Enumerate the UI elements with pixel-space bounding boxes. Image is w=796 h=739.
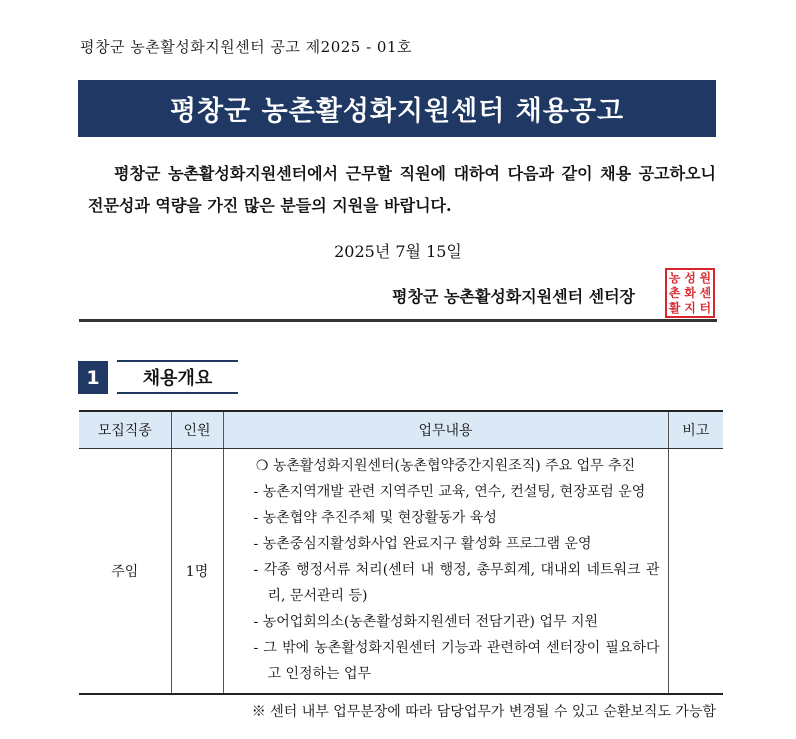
cell-note <box>668 449 723 695</box>
seal-char: 터 <box>699 301 712 316</box>
seal-char: 성 <box>684 270 696 285</box>
divider <box>79 319 717 322</box>
header-job: 모집직종 <box>79 411 171 449</box>
section-title: 채용개요 <box>117 360 238 394</box>
cell-job: 주임 <box>79 449 171 695</box>
sub-duty: - 농촌협약 추진주체 및 현장활동가 육성 <box>253 510 497 526</box>
page-title: 평창군 농촌활성화지원센터 채용공고 <box>78 80 716 137</box>
section-number: 1 <box>78 361 108 394</box>
seal-char: 센 <box>699 285 712 300</box>
signer-name: 평창군 농촌활성화지원센터 센터장 <box>392 287 635 306</box>
seal-char: 원 <box>699 270 712 285</box>
seal-char: 농 <box>668 270 681 285</box>
sub-duty: - 각종 행정서류 처리(센터 내 행정, 총무회계, 대내외 네트워크 관리, 문서관리 등) <box>253 562 660 604</box>
cell-count: 1명 <box>171 449 223 695</box>
official-seal <box>665 268 715 318</box>
recruitment-table <box>79 410 723 695</box>
seal-char: 활 <box>668 301 681 316</box>
notice-number: 평창군 농촌활성화지원센터 공고 제2025 - 01호 <box>80 38 413 56</box>
header-count: 인원 <box>171 411 223 449</box>
header-note: 비고 <box>668 411 723 449</box>
main-duty: ❍ 농촌활성화지원센터(농촌협약중간지원조직) 주요 업무 추진 <box>255 458 636 474</box>
header-duties: 업무내용 <box>223 411 668 449</box>
table-row <box>79 449 723 695</box>
seal-char: 촌 <box>668 285 681 300</box>
sub-duty: - 농촌지역개발 관련 지역주민 교육, 연수, 컨설팅, 현장포럼 운영 <box>253 484 646 500</box>
sub-duty: - 농어업회의소(농촌활성화지원센터 전담기관) 업무 지원 <box>253 614 599 630</box>
seal-char: 화 <box>684 285 696 300</box>
seal-char: 지 <box>684 301 696 316</box>
intro-paragraph: 평창군 농촌활성화지원센터에서 근무할 직원에 대하여 다음과 같이 채용 공고하오니 전문성과 역량을 가진 많은 분들의 지원을 바랍니다. <box>88 164 716 215</box>
table-header-row <box>79 411 723 449</box>
announcement-date: 2025년 7월 15일 <box>334 242 462 261</box>
footnote: ※ 센터 내부 업무분장에 따라 담당업무가 변경될 수 있고 순환보직도 가능함 <box>251 704 716 720</box>
sub-duty: - 농촌중심지활성화사업 완료지구 활성화 프로그램 운영 <box>253 536 592 552</box>
cell-duties <box>223 449 668 695</box>
sub-duty: - 그 밖에 농촌활성화지원센터 기능과 관련하여 센터장이 필요하다고 인정하는 업무 <box>253 640 660 682</box>
